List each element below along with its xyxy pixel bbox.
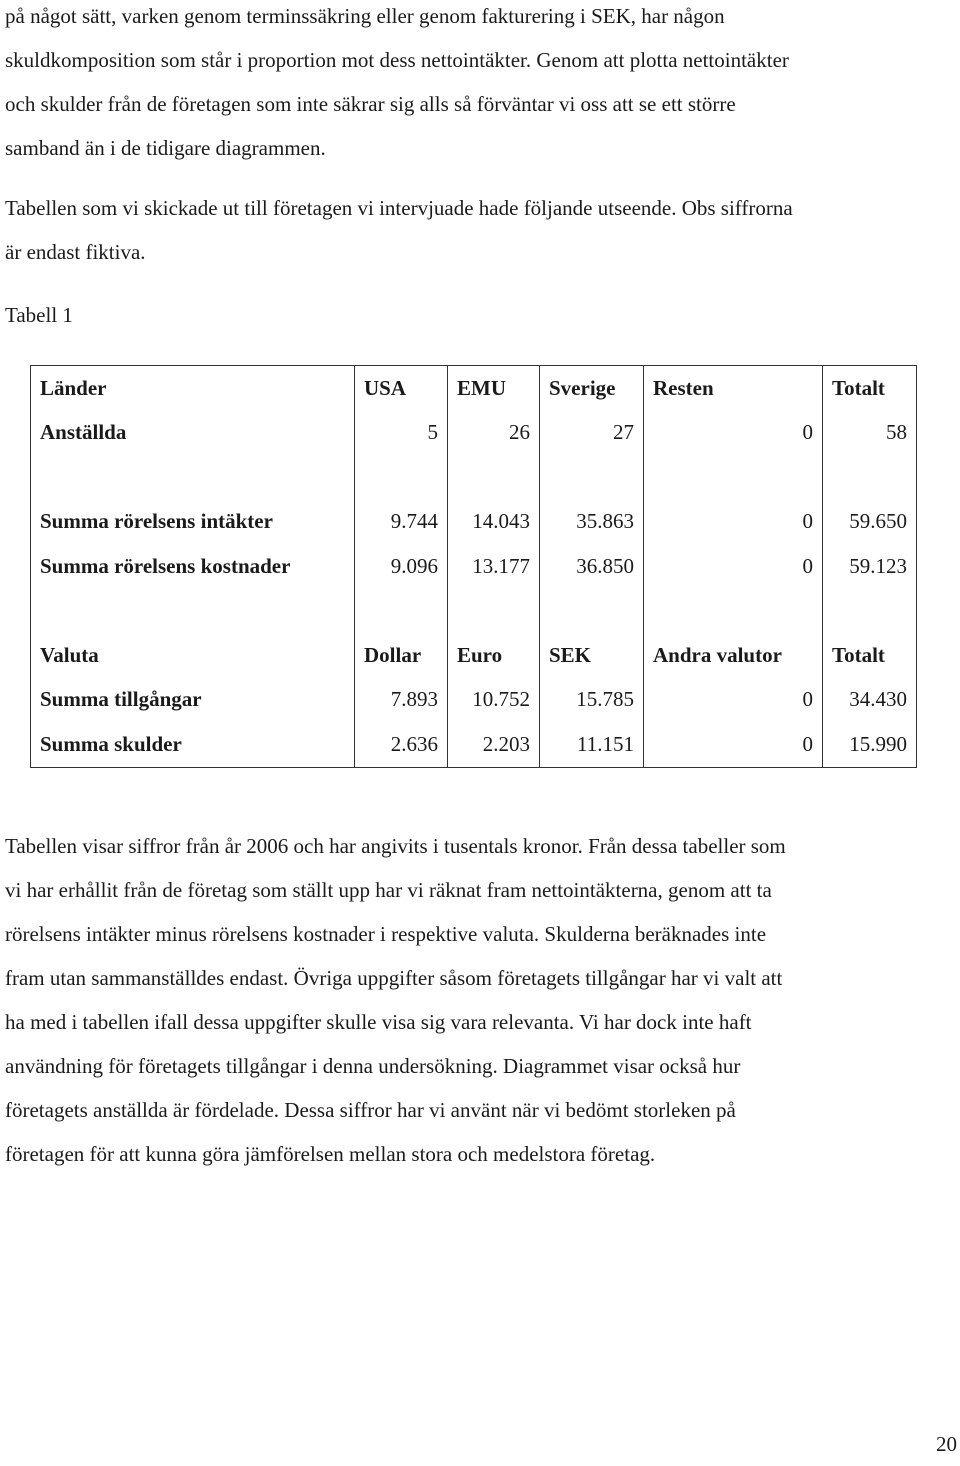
table-cell: 10.752	[448, 678, 540, 723]
table-cell	[448, 589, 540, 634]
table-cell: 59.650	[823, 500, 917, 545]
row-label-cell: Anställda	[31, 411, 355, 456]
table-cell	[540, 589, 644, 634]
row-label-cell	[31, 589, 355, 634]
row-label-cell: Summa skulder	[31, 722, 355, 767]
table-spacer-row	[31, 455, 917, 500]
table-row	[31, 722, 917, 767]
table-spacer-row	[31, 589, 917, 634]
table-cell	[355, 455, 448, 500]
text-line: ha med i tabellen ifall dessa uppgifter skulle visa sig vara relevanta. Vi har dock inte haft	[5, 1010, 752, 1034]
table-row	[31, 411, 917, 456]
table-cell: 58	[823, 411, 917, 456]
table-cell: 14.043	[448, 500, 540, 545]
table-header-row	[31, 633, 917, 678]
table-cell: 35.863	[540, 500, 644, 545]
data-table	[30, 365, 917, 768]
table-cell: 15.990	[823, 722, 917, 767]
table-cell: 0	[644, 722, 823, 767]
table-cell: 36.850	[540, 544, 644, 589]
table-cell: 2.203	[448, 722, 540, 767]
table-caption: Tabell 1	[5, 303, 73, 327]
text-line: fram utan sammanställdes endast. Övriga uppgifter såsom företagets tillgångar har vi valt att	[5, 966, 783, 990]
explanation-paragraph	[5, 824, 955, 1176]
table-cell: 7.893	[355, 678, 448, 723]
text-line: Tabellen som vi skickade ut till företagen vi intervjuade hade följande utseende. Obs siffrorna	[5, 196, 793, 220]
text-line: och skulder från de företagen som inte säkrar sig alls så förväntar vi oss att se ett större	[5, 92, 736, 116]
text-line: skuldkomposition som står i proportion mot dess nettointäkter. Genom att plotta nettointäkter	[5, 48, 789, 72]
table-cell: USA	[355, 366, 448, 411]
table-cell: 9.096	[355, 544, 448, 589]
table-cell: Totalt	[823, 366, 917, 411]
table-cell: SEK	[540, 633, 644, 678]
text-line: företagets anställda är fördelade. Dessa siffror har vi använt när vi bedömt storleken på	[5, 1098, 736, 1122]
table-cell: 2.636	[355, 722, 448, 767]
table-cell: 26	[448, 411, 540, 456]
table-cell: 13.177	[448, 544, 540, 589]
table-cell: 0	[644, 500, 823, 545]
table-body	[31, 366, 917, 768]
table-row	[31, 678, 917, 723]
text-line: rörelsens intäkter minus rörelsens kostnader i respektive valuta. Skulderna beräknades inte	[5, 922, 767, 946]
table-cell: 34.430	[823, 678, 917, 723]
table-header-row	[31, 366, 917, 411]
row-label-cell: Summa rörelsens intäkter	[31, 500, 355, 545]
text-line: är endast fiktiva.	[5, 240, 146, 264]
table-cell: Euro	[448, 633, 540, 678]
table-row	[31, 544, 917, 589]
table-cell: 0	[644, 544, 823, 589]
table-cell: Totalt	[823, 633, 917, 678]
intro-paragraph	[5, 0, 955, 170]
table-cell: 11.151	[540, 722, 644, 767]
table-cell: 59.123	[823, 544, 917, 589]
table-note-paragraph	[5, 186, 955, 274]
row-label-cell: Valuta	[31, 633, 355, 678]
table-cell	[823, 589, 917, 634]
row-label-cell: Summa rörelsens kostnader	[31, 544, 355, 589]
table-cell: Andra valutor	[644, 633, 823, 678]
table-cell: Sverige	[540, 366, 644, 411]
text-line: företagen för att kunna göra jämförelsen mellan stora och medelstora företag.	[5, 1142, 656, 1166]
table-cell: Dollar	[355, 633, 448, 678]
table-cell: Resten	[644, 366, 823, 411]
text-line: vi har erhållit från de företag som ställt upp har vi räknat fram nettointäkterna, genom att ta	[5, 878, 772, 902]
text-line: på något sätt, varken genom terminssäkring eller genom fakturering i SEK, har någon	[5, 4, 725, 28]
table-cell: 0	[644, 678, 823, 723]
text-line: samband än i de tidigare diagrammen.	[5, 136, 326, 160]
table-cell: 9.744	[355, 500, 448, 545]
row-label-cell: Summa tillgångar	[31, 678, 355, 723]
table-row	[31, 500, 917, 545]
text-line: Tabellen visar siffror från år 2006 och har angivits i tusentals kronor. Från dessa tabeller som	[5, 834, 786, 858]
table-cell: 0	[644, 411, 823, 456]
table-cell: EMU	[448, 366, 540, 411]
row-label-cell	[31, 455, 355, 500]
table-cell	[540, 455, 644, 500]
row-label-cell: Länder	[31, 366, 355, 411]
page-number: 20	[936, 1432, 957, 1456]
table-cell	[448, 455, 540, 500]
text-line: användning för företagets tillgångar i denna undersökning. Diagrammet visar också hur	[5, 1054, 741, 1078]
table-cell: 27	[540, 411, 644, 456]
table-cell	[355, 589, 448, 634]
table-cell	[644, 455, 823, 500]
table-cell	[823, 455, 917, 500]
table-cell	[644, 589, 823, 634]
table-cell: 15.785	[540, 678, 644, 723]
table-cell: 5	[355, 411, 448, 456]
